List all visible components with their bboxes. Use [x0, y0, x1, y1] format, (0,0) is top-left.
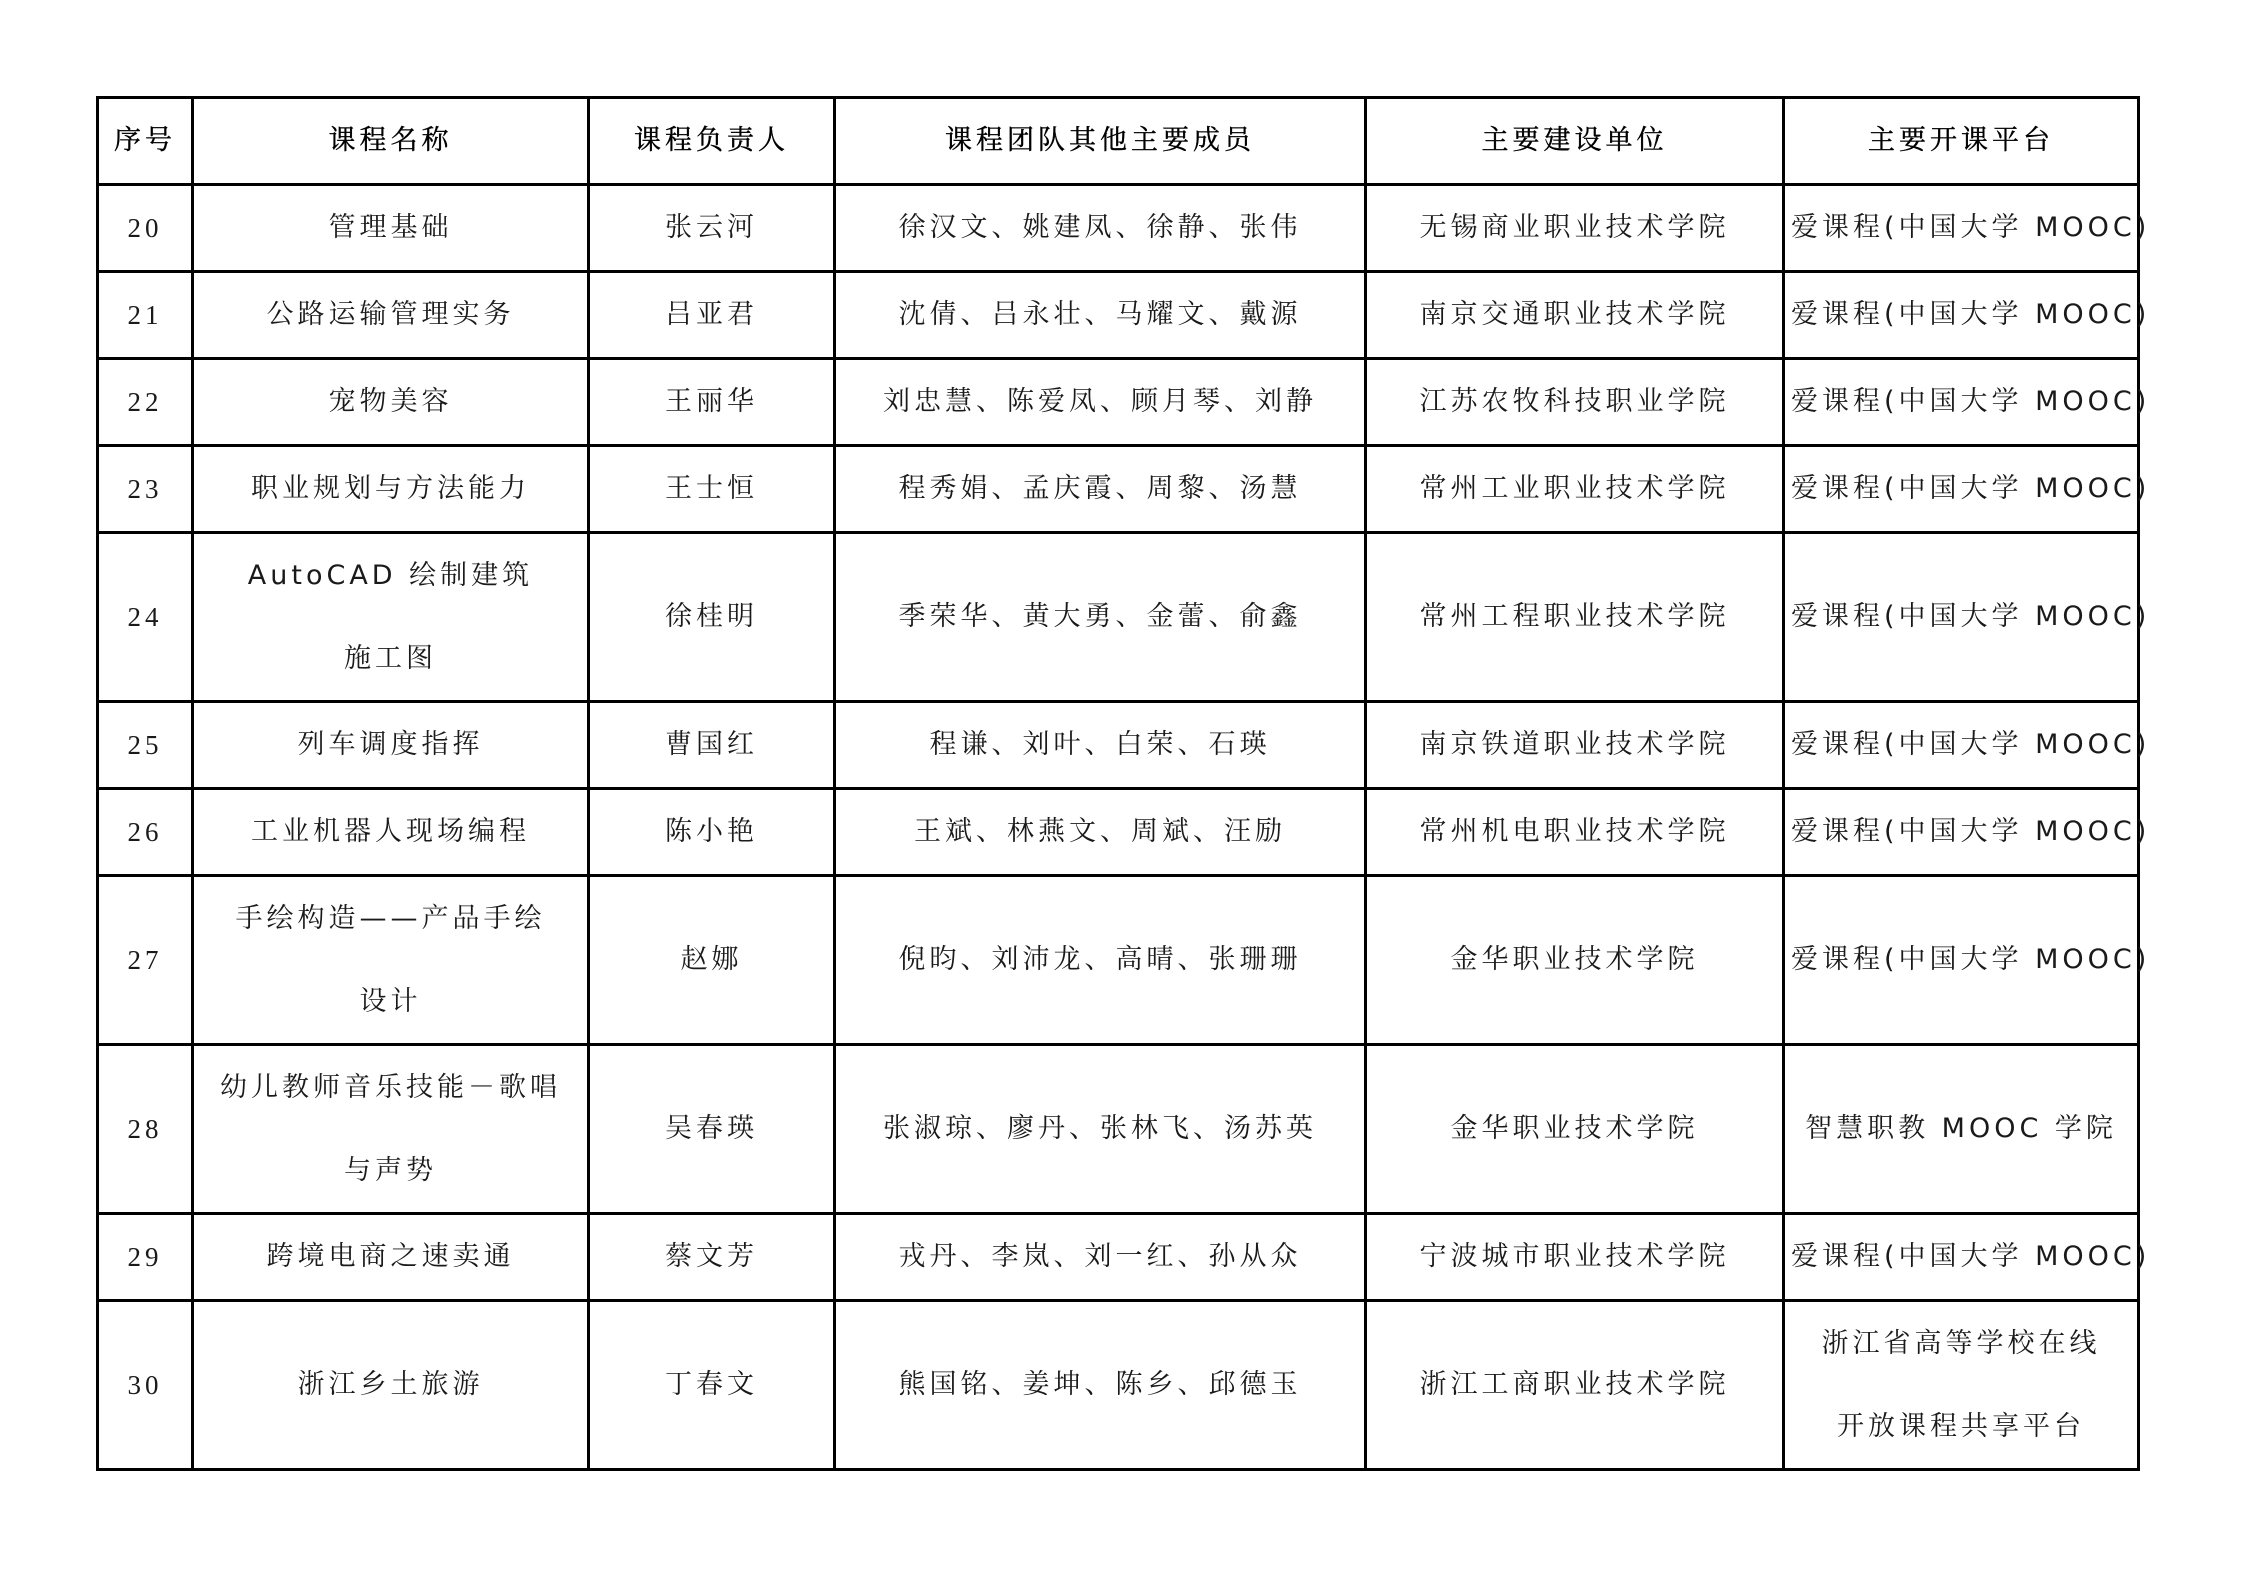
cell-course-name-line: 管理基础 [328, 212, 453, 243]
cell-course-name-line: 手绘构造——产品手绘 [235, 903, 546, 934]
cell-course-lead: 张云河 [589, 185, 835, 272]
header-course-lead: 课程负责人 [589, 98, 835, 185]
cell-platform [1784, 876, 2151, 1045]
cell-course-name [193, 446, 589, 533]
table-row [98, 1214, 2139, 1301]
cell-team-members: 程谦、刘叶、白荣、石瑛 [835, 702, 1366, 789]
cell-team-members: 刘忠慧、陈爱凤、顾月琴、刘静 [835, 359, 1366, 446]
cell-team-members: 徐汉文、姚建凤、徐静、张伟 [835, 185, 1366, 272]
cell-platform [1784, 702, 2151, 789]
cell-platform [1784, 1301, 2139, 1470]
cell-platform-line: 爱课程(中国大学 MOOC) [1791, 299, 2151, 330]
table-row [98, 1045, 2139, 1214]
cell-course-name [193, 789, 589, 876]
cell-main-unit: 金华职业技术学院 [1366, 1045, 1784, 1214]
cell-team-members: 季荣华、黄大勇、金蕾、俞鑫 [835, 533, 1366, 702]
cell-platform [1784, 1214, 2151, 1301]
cell-platform [1784, 533, 2151, 702]
cell-course-name-line: AutoCAD 绘制建筑 [247, 560, 534, 591]
cell-course-name-line: 浙江乡土旅游 [297, 1369, 484, 1400]
cell-main-unit: 南京铁道职业技术学院 [1366, 702, 1784, 789]
cell-course-lead: 丁春文 [589, 1301, 835, 1470]
cell-platform-line: 智慧职教 MOOC 学院 [1805, 1113, 2117, 1144]
cell-platform-line: 浙江省高等学校在线 [1821, 1328, 2101, 1359]
cell-team-members: 熊国铭、姜坤、陈乡、邱德玉 [835, 1301, 1366, 1470]
cell-course-lead: 吴春瑛 [589, 1045, 835, 1214]
cell-number: 28 [98, 1045, 193, 1214]
cell-main-unit: 浙江工商职业技术学院 [1366, 1301, 1784, 1470]
cell-platform-line: 开放课程共享平台 [1837, 1411, 2085, 1442]
cell-platform-line: 爱课程(中国大学 MOOC) [1791, 386, 2151, 417]
cell-platform [1784, 185, 2151, 272]
course-table [96, 96, 2151, 1471]
table-row [98, 789, 2139, 876]
cell-main-unit: 常州机电职业技术学院 [1366, 789, 1784, 876]
cell-main-unit: 江苏农牧科技职业学院 [1366, 359, 1784, 446]
cell-course-name [193, 272, 589, 359]
cell-course-name [193, 702, 589, 789]
cell-number: 22 [98, 359, 193, 446]
table-row [98, 1301, 2139, 1470]
cell-main-unit: 金华职业技术学院 [1366, 876, 1784, 1045]
cell-main-unit: 无锡商业职业技术学院 [1366, 185, 1784, 272]
cell-course-lead: 吕亚君 [589, 272, 835, 359]
cell-platform-line: 爱课程(中国大学 MOOC) [1791, 601, 2151, 632]
cell-course-name [193, 1214, 589, 1301]
cell-course-name [193, 876, 589, 1045]
cell-course-name [193, 533, 589, 702]
cell-number: 20 [98, 185, 193, 272]
cell-number: 24 [98, 533, 193, 702]
table-row [98, 702, 2139, 789]
cell-main-unit: 南京交通职业技术学院 [1366, 272, 1784, 359]
cell-course-name-line: 列车调度指挥 [297, 729, 484, 760]
table-row [98, 533, 2139, 702]
table-row [98, 446, 2139, 533]
header-number: 序号 [98, 98, 193, 185]
cell-course-lead: 蔡文芳 [589, 1214, 835, 1301]
cell-main-unit: 常州工业职业技术学院 [1366, 446, 1784, 533]
cell-team-members: 张淑琼、廖丹、张林飞、汤苏英 [835, 1045, 1366, 1214]
cell-number: 21 [98, 272, 193, 359]
cell-course-name [193, 1301, 589, 1470]
cell-course-lead: 陈小艳 [589, 789, 835, 876]
cell-course-lead: 曹国红 [589, 702, 835, 789]
cell-platform [1784, 446, 2151, 533]
cell-platform-line: 爱课程(中国大学 MOOC) [1791, 473, 2151, 504]
header-course-name: 课程名称 [193, 98, 589, 185]
cell-course-lead: 赵娜 [589, 876, 835, 1045]
cell-platform [1784, 1045, 2139, 1214]
cell-main-unit: 宁波城市职业技术学院 [1366, 1214, 1784, 1301]
cell-course-lead: 王士恒 [589, 446, 835, 533]
table-row [98, 876, 2139, 1045]
cell-platform-line: 爱课程(中国大学 MOOC) [1791, 816, 2151, 847]
cell-platform-line: 爱课程(中国大学 MOOC) [1791, 944, 2151, 975]
cell-number: 27 [98, 876, 193, 1045]
header-main-unit: 主要建设单位 [1366, 98, 1784, 185]
header-team-members: 课程团队其他主要成员 [835, 98, 1366, 185]
cell-team-members: 程秀娟、孟庆霞、周黎、汤慧 [835, 446, 1366, 533]
cell-platform-line: 爱课程(中国大学 MOOC) [1791, 1241, 2151, 1272]
cell-platform [1784, 272, 2151, 359]
table-row [98, 359, 2139, 446]
cell-number: 30 [98, 1301, 193, 1470]
cell-platform-line: 爱课程(中国大学 MOOC) [1791, 212, 2151, 243]
cell-platform [1784, 789, 2151, 876]
cell-course-name-line: 设计 [359, 986, 422, 1017]
cell-number: 29 [98, 1214, 193, 1301]
cell-number: 26 [98, 789, 193, 876]
cell-platform-line: 爱课程(中国大学 MOOC) [1791, 729, 2151, 760]
table-row [98, 272, 2139, 359]
cell-course-name [193, 359, 589, 446]
cell-course-name-line: 工业机器人现场编程 [251, 816, 530, 847]
cell-course-name-line: 宠物美容 [328, 386, 453, 417]
cell-number: 25 [98, 702, 193, 789]
cell-course-name-line: 幼儿教师音乐技能－歌唱 [220, 1072, 561, 1103]
header-platform: 主要开课平台 [1784, 98, 2139, 185]
cell-course-name-line: 职业规划与方法能力 [251, 473, 530, 504]
cell-number: 23 [98, 446, 193, 533]
cell-course-name-line: 跨境电商之速卖通 [266, 1241, 515, 1272]
cell-team-members: 戎丹、李岚、刘一红、孙从众 [835, 1214, 1366, 1301]
cell-course-lead: 徐桂明 [589, 533, 835, 702]
cell-course-lead: 王丽华 [589, 359, 835, 446]
cell-main-unit: 常州工程职业技术学院 [1366, 533, 1784, 702]
cell-course-name [193, 185, 589, 272]
cell-course-name-line: 施工图 [344, 643, 437, 674]
cell-course-name [193, 1045, 589, 1214]
cell-platform [1784, 359, 2151, 446]
table-header-row [98, 98, 2139, 185]
table-row [98, 185, 2139, 272]
cell-team-members: 王斌、林燕文、周斌、汪励 [835, 789, 1366, 876]
cell-course-name-line: 公路运输管理实务 [266, 299, 515, 330]
cell-team-members: 沈倩、吕永壮、马耀文、戴源 [835, 272, 1366, 359]
cell-course-name-line: 与声势 [344, 1155, 437, 1186]
cell-team-members: 倪昀、刘沛龙、高晴、张珊珊 [835, 876, 1366, 1045]
